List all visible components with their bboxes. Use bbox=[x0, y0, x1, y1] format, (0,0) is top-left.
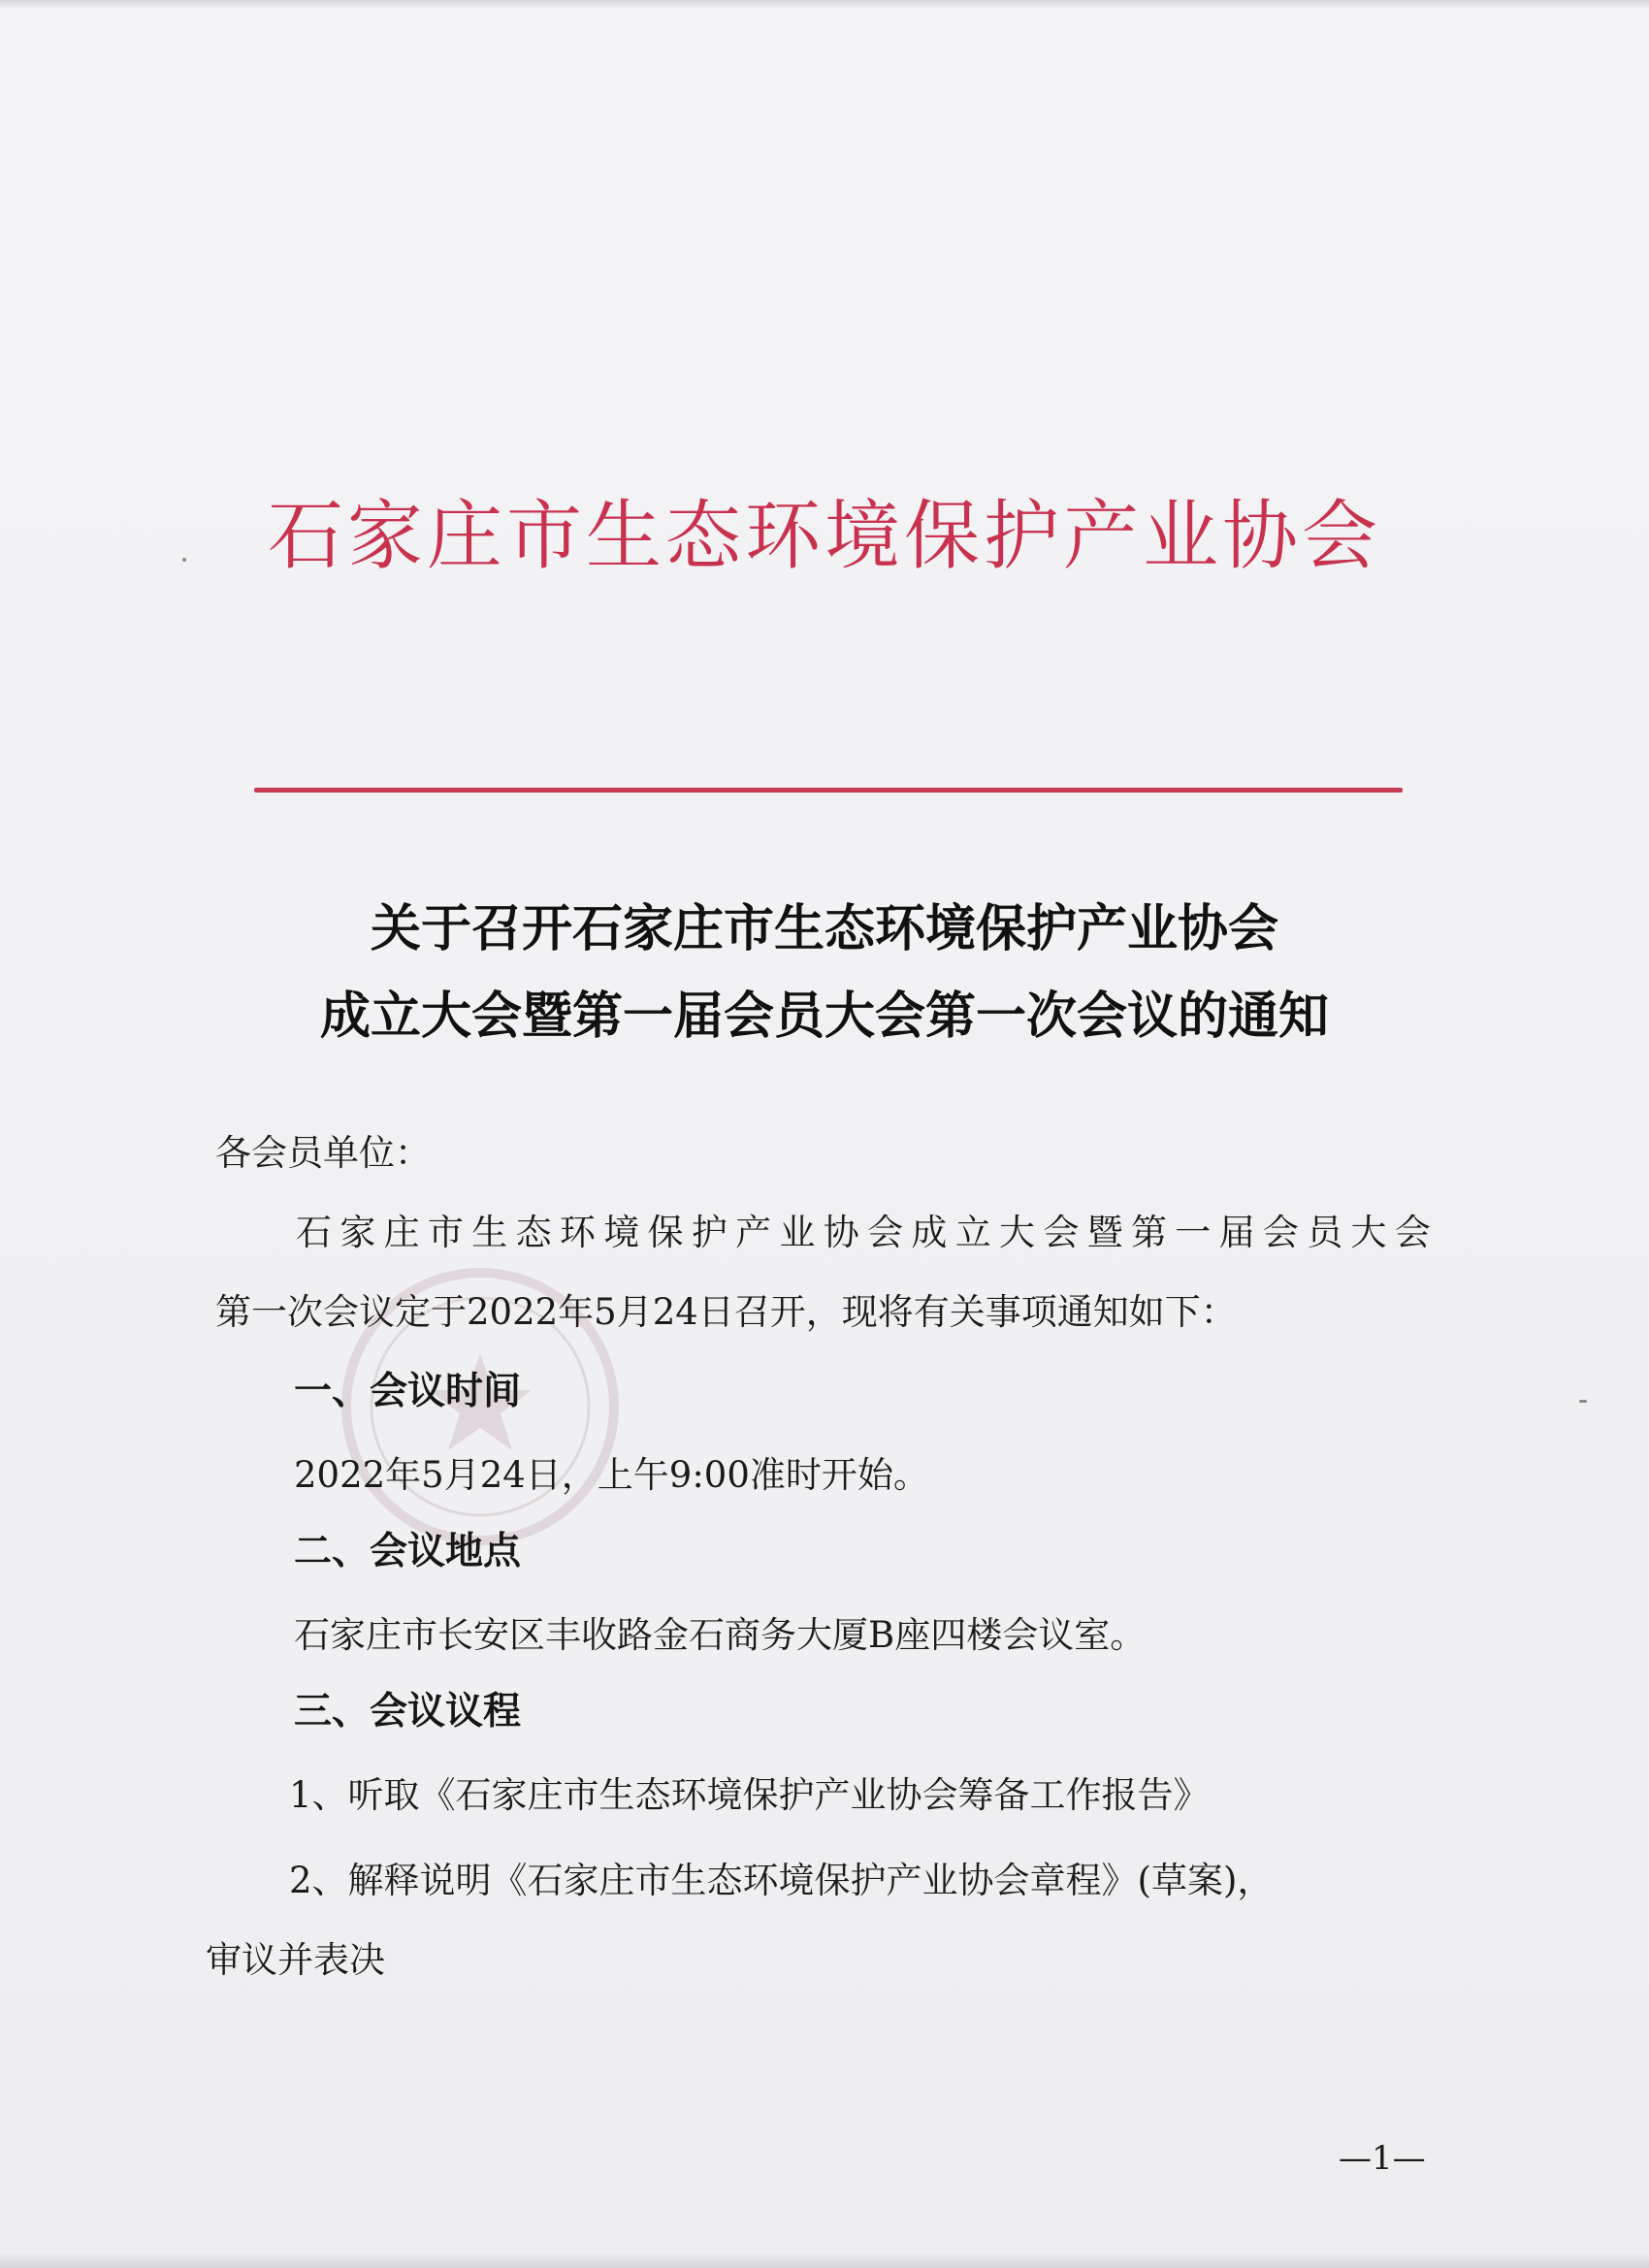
salutation: 各会员单位： bbox=[215, 1132, 431, 1174]
intro-line-2: 第一次会议定于2022年5月24日召开，现将有关事项通知如下： bbox=[215, 1291, 1237, 1333]
meeting-location: 石家庄市长安区丰收路金石商务大厦B座四楼会议室。 bbox=[294, 1614, 1147, 1656]
section-heading-agenda: 三、会议议程 bbox=[294, 1690, 522, 1733]
scan-edge-bottom bbox=[0, 2252, 1649, 2268]
intro-line-1: 石 家 庄 市 生 态 环 境 保 护 产 业 协 会 成 立 大 会 暨 第 一 届 会 员 大 会 bbox=[296, 1212, 1431, 1253]
notice-title-line-1: 关于召开石家庄市生态环境保护产业协会 bbox=[370, 900, 1278, 958]
section-heading-location: 二、会议地点 bbox=[294, 1530, 522, 1573]
scan-mark bbox=[182, 558, 186, 562]
meeting-time: 2022年5月24日，上午9:00准时开始。 bbox=[294, 1454, 929, 1496]
scan-edge-top bbox=[0, 0, 1649, 10]
organization-header: 石家庄市生态环境保护产业协会 bbox=[267, 493, 1381, 580]
agenda-item-2-line-2: 审议并表决 bbox=[206, 1939, 385, 1981]
red-divider-line bbox=[254, 788, 1403, 793]
agenda-item-2-line-1: 2、解释说明《石家庄市生态环境保护产业协会章程》(草案)， bbox=[289, 1860, 1274, 1901]
notice-title-line-2: 成立大会暨第一届会员大会第一次会议的通知 bbox=[319, 988, 1329, 1046]
agenda-item-1: 1、听取《石家庄市生态环境保护产业协会筹备工作报告》 bbox=[289, 1774, 1210, 1816]
page-number: —1— bbox=[1339, 2139, 1426, 2178]
section-heading-time: 一、会议时间 bbox=[294, 1370, 522, 1413]
scan-mark bbox=[1579, 1400, 1587, 1403]
